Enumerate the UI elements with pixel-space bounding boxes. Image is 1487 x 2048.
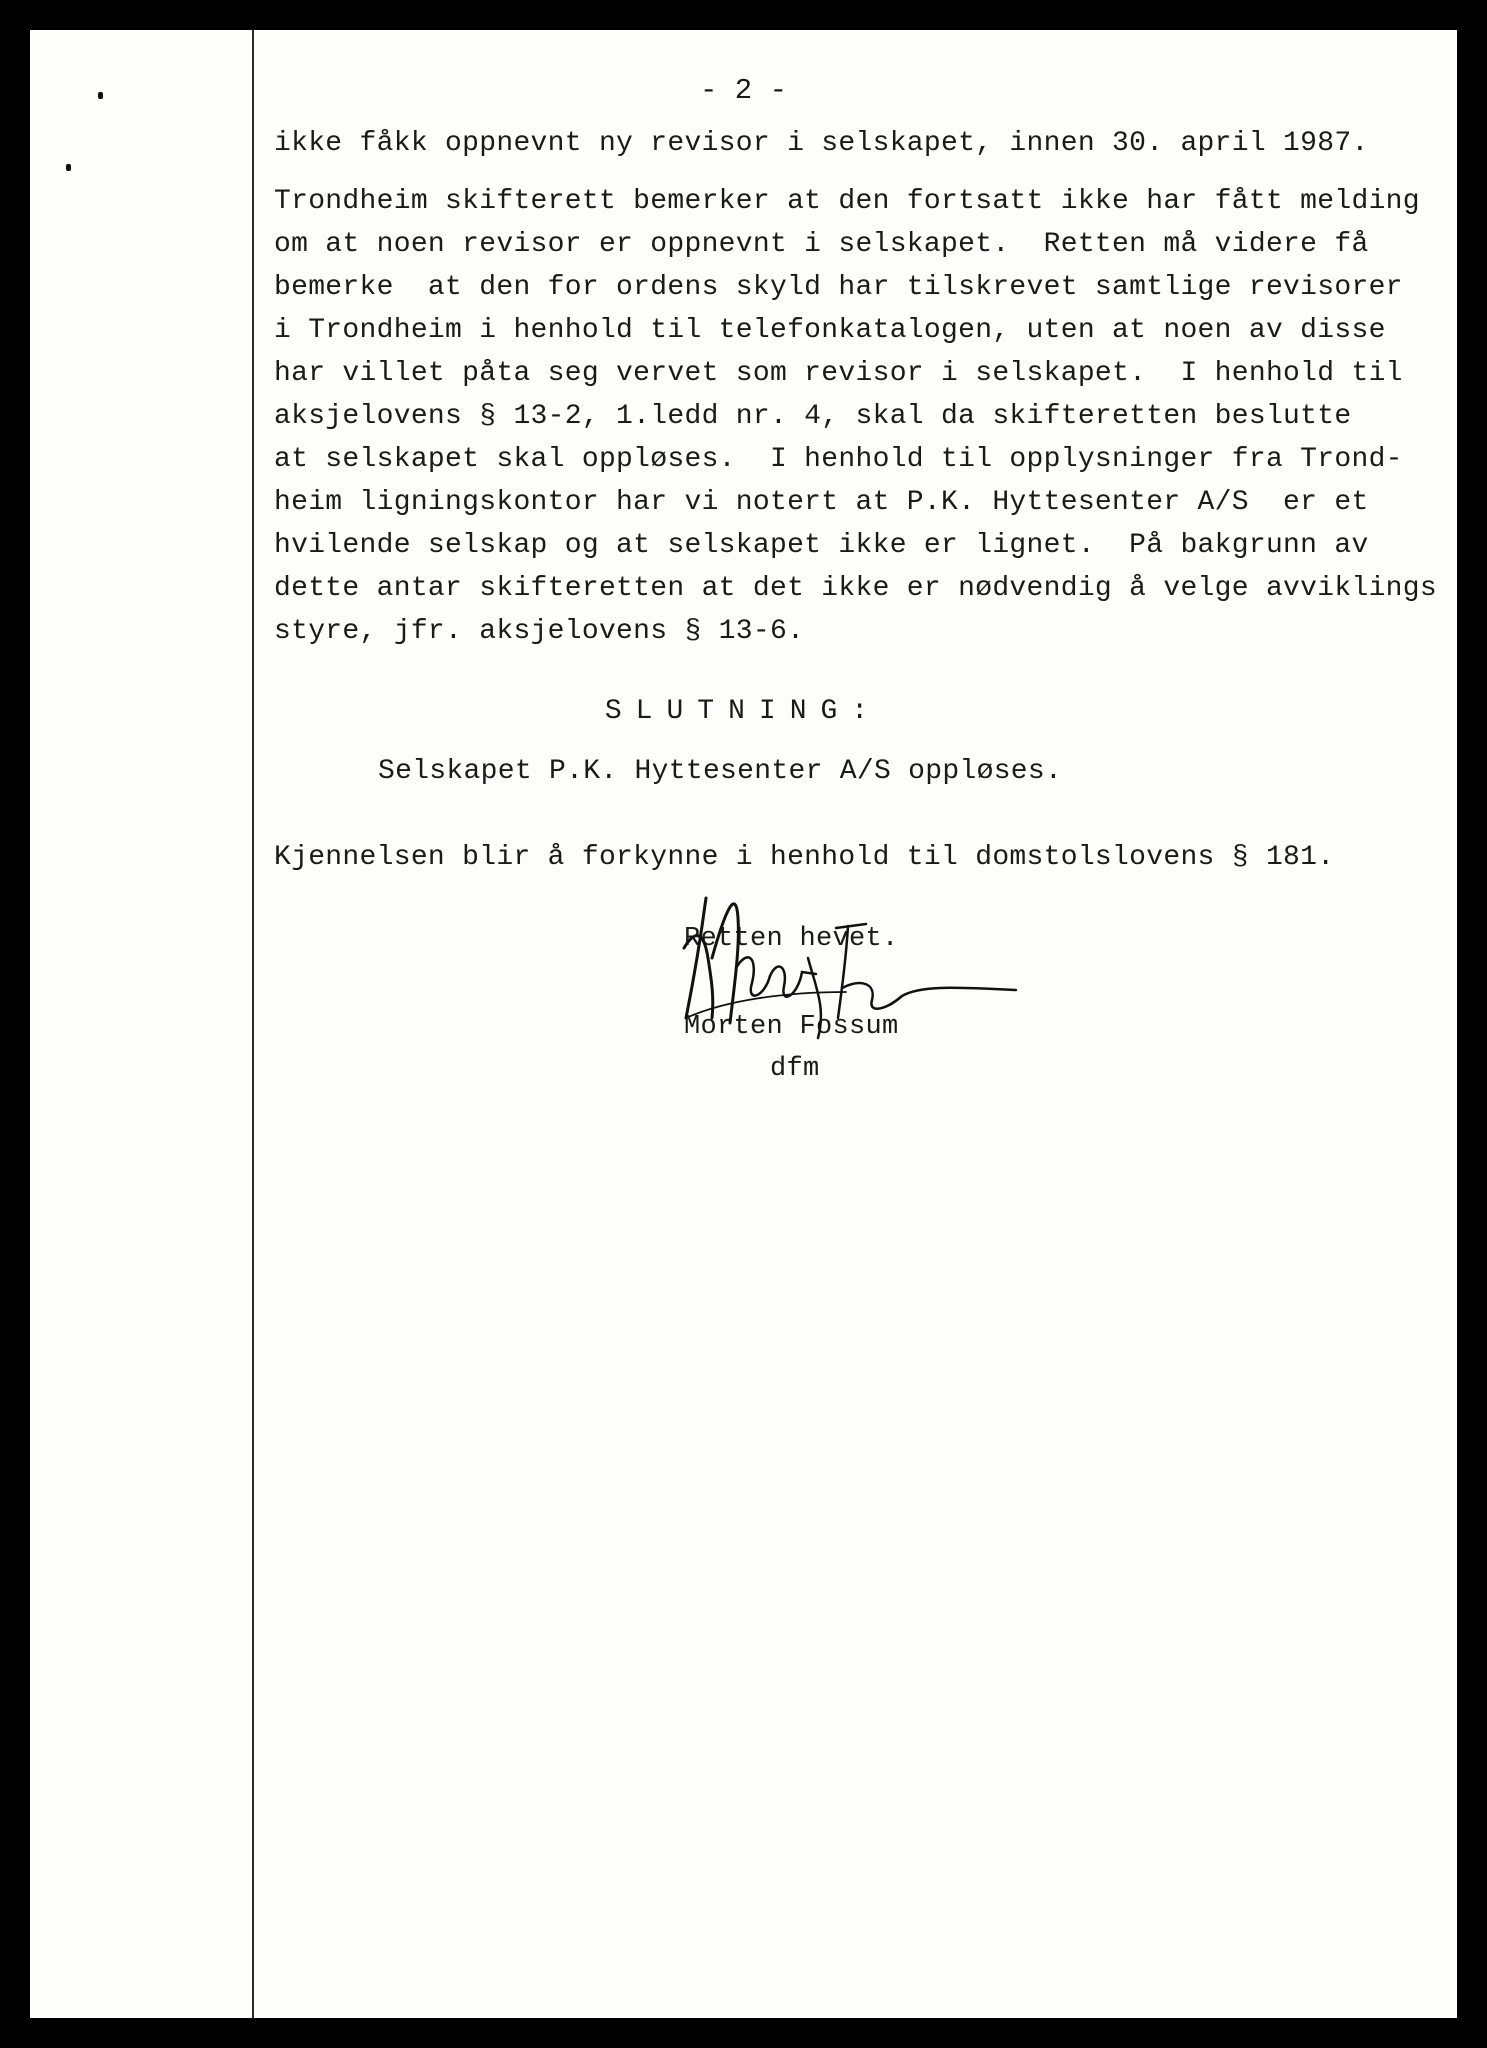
signatory-title: dfm (770, 1054, 820, 1084)
body-line: dette antar skifteretten at det ikke er nødvendig å velge avviklings (274, 573, 1437, 604)
signatory-name: Morten Fossum (684, 1012, 899, 1042)
body-line: at selskapet skal oppløses. I henhold til opplysninger fra Trond- (274, 444, 1403, 475)
body-line: Trondheim skifterett bemerker at den fortsatt ikke har fått melding (274, 186, 1420, 217)
body-line: heim ligningskontor har vi notert at P.K. Hyttesenter A/S er et (274, 487, 1369, 518)
body-line: i Trondheim i henhold til telefonkatalogen, uten at noen av disse (274, 315, 1386, 346)
service-note: Kjennelsen blir å forkynne i henhold til domstolslovens § 181. (274, 842, 1335, 873)
continuation-line: ikke fåkk oppnevnt ny revisor i selskapet, innen 30. april 1987. (274, 128, 1369, 159)
margin-rule (252, 30, 254, 2018)
ruling-heading: SLUTNING: (604, 696, 883, 727)
body-line: styre, jfr. aksjelovens § 13-6. (274, 616, 805, 647)
handwritten-signature (666, 888, 1026, 1058)
page-number: - 2 - (699, 74, 787, 107)
body-line: har villet påta seg vervet som revisor i selskapet. I henhold til (274, 358, 1403, 389)
ruling-text: Selskapet P.K. Hyttesenter A/S oppløses. (378, 756, 1063, 787)
ink-speck (66, 164, 71, 171)
closing-line: Retten hevet. (684, 924, 899, 954)
body-line: bemerke at den for ordens skyld har tilskrevet samtlige revisorer (274, 272, 1403, 303)
body-line: hvilende selskap og at selskapet ikke er lignet. På bakgrunn av (274, 530, 1369, 561)
body-line: aksjelovens § 13-2, 1.ledd nr. 4, skal da skifteretten beslutte (274, 401, 1352, 432)
body-line: om at noen revisor er oppnevnt i selskapet. Retten må videre få (274, 229, 1369, 260)
